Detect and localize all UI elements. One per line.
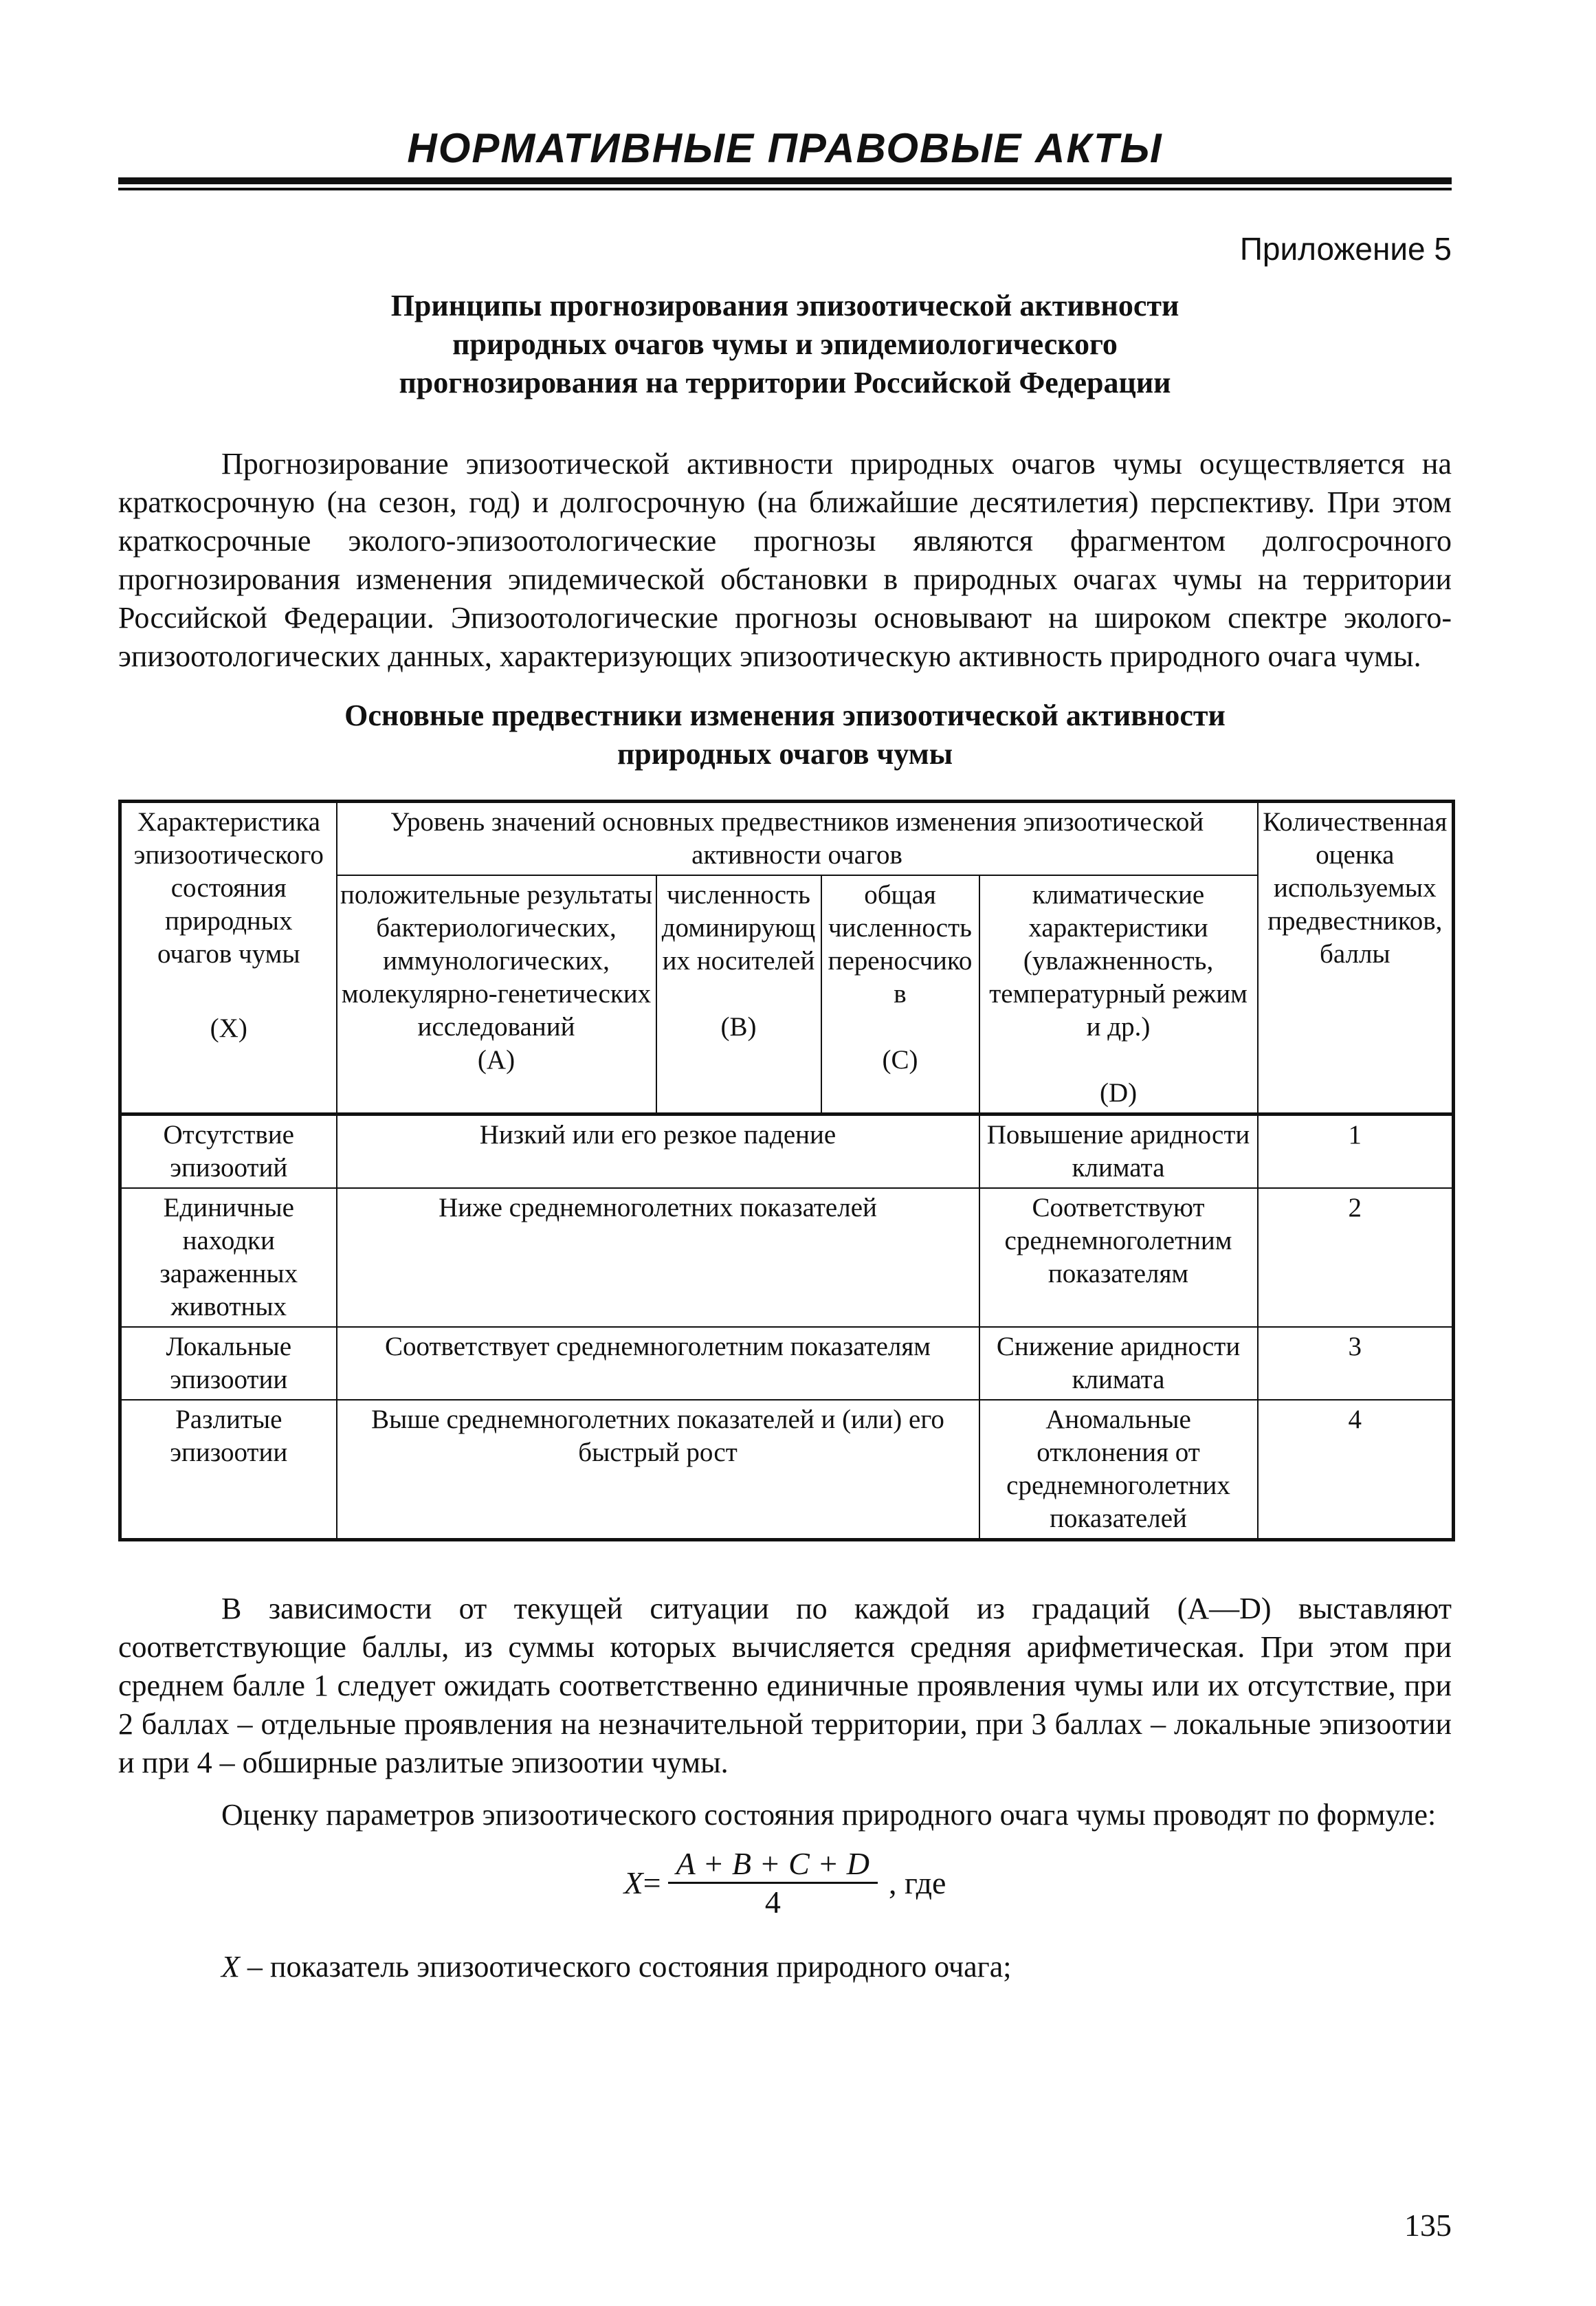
header-state-label: Характеристика эпизоотического состояния природных очагов чумы bbox=[133, 807, 324, 969]
formula-numerator: A + B + C + D bbox=[676, 1846, 870, 1881]
table-row bbox=[120, 1114, 1454, 1189]
row-score-cell: 4 bbox=[1258, 1400, 1454, 1540]
subheader-a-label: положительные результаты бактериологических, иммунологических, молекулярно-генетических исследований bbox=[340, 880, 652, 1042]
running-head: НОРМАТИВНЫЕ ПРАВОВЫЕ АКТЫ bbox=[407, 125, 1163, 171]
page-number: 135 bbox=[1404, 2208, 1452, 2243]
forecast-table bbox=[118, 800, 1455, 1541]
row-state-cell: Единичные находки зараженных животных bbox=[120, 1188, 337, 1327]
definition-text: – показатель эпизоотического состояния природного очага; bbox=[239, 1950, 1012, 1984]
row-abc-cell: Выше среднемноголетних показателей и (или) его быстрый рост bbox=[337, 1400, 979, 1540]
scoring-paragraph: В зависимости от текущей ситуации по каждой из градаций (A—D) выставляют соответствующие баллы, из суммы которых вычисляется средняя арифметическая. При этом при среднем балле 1 следует ожидать соответственно единичные проявления чумы или их отсутствие, при 2 баллах – отдельные проявления на незначительной территории, при 3 баллах – локальные эпизоотии и при 4 – обширные разлитые эпизоотии чумы. bbox=[118, 1592, 1452, 1779]
document-title-line: прогнозирования на территории Российской Федерации bbox=[399, 366, 1171, 399]
table-row bbox=[120, 1188, 1454, 1327]
document-page bbox=[118, 103, 1452, 1986]
formula-suffix: , где bbox=[889, 1865, 946, 1900]
formula-equals: = bbox=[643, 1865, 661, 1900]
row-state-cell: Локальные эпизоотии bbox=[120, 1327, 337, 1400]
subheader-b-letter: (B) bbox=[720, 1012, 757, 1042]
formula bbox=[118, 1845, 1452, 1920]
row-score-cell: 3 bbox=[1258, 1327, 1454, 1400]
table-row bbox=[120, 1327, 1454, 1400]
row-d-cell: Аномальные отклонения от среднемноголетних показателей bbox=[979, 1400, 1258, 1540]
definition-variable: X bbox=[221, 1950, 240, 1984]
header-score-cell: Количественная оценка используемых предвестников, баллы bbox=[1258, 802, 1454, 1114]
row-abc-cell: Низкий или его резкое падение bbox=[337, 1114, 979, 1189]
row-d-cell: Снижение аридности климата bbox=[979, 1327, 1258, 1400]
subheader-a-cell bbox=[337, 875, 656, 1114]
document-title-line: природных очагов чумы и эпидемиологического bbox=[452, 327, 1118, 361]
subheader-b-cell bbox=[656, 875, 821, 1114]
subheader-d-cell bbox=[979, 875, 1258, 1114]
row-score-cell: 2 bbox=[1258, 1188, 1454, 1327]
row-abc-cell: Ниже среднемноголетних показателей bbox=[337, 1188, 979, 1327]
row-state-cell: Отсутствие эпизоотий bbox=[120, 1114, 337, 1189]
subheader-c-letter: (C) bbox=[882, 1045, 918, 1075]
formula-denominator: 4 bbox=[764, 1885, 781, 1920]
subheader-d-letter: (D) bbox=[1099, 1078, 1138, 1108]
table-row bbox=[120, 1400, 1454, 1540]
intro-paragraph: Прогнозирование эпизоотической активности природных очагов чумы осуществляется на краткосрочную (на сезон, год) и долгосрочную (на ближайшие десятилетия) перспективу. При этом краткосрочные эколого-эпизоотологические прогнозы являются фрагментом долгосрочного прогнозирования изменения эпидемической обстановки в природных очагах чумы на территории Российской Федерации. Эпизоотологические прогнозы основывают на широком спектре эколого-эпизоотологических данных, характеризующих эпизоотическую активность природного очага чумы. bbox=[118, 447, 1452, 673]
row-d-cell: Соответствуют среднемноголетним показателям bbox=[979, 1188, 1258, 1327]
subheader-c-cell bbox=[821, 875, 979, 1114]
row-state-cell: Разлитые эпизоотии bbox=[120, 1400, 337, 1540]
appendix-label: Приложение 5 bbox=[1239, 231, 1452, 267]
table-header-row bbox=[120, 802, 1454, 876]
formula-lhs: X bbox=[623, 1865, 643, 1900]
document-title-line: Принципы прогнозирования эпизоотической активности bbox=[390, 289, 1179, 322]
row-abc-cell: Соответствует среднемноголетним показателям bbox=[337, 1327, 979, 1400]
row-score-cell: 1 bbox=[1258, 1114, 1454, 1189]
formula-intro-paragraph: Оценку параметров эпизоотического состояния природного очага чумы проводят по формуле: bbox=[221, 1798, 1437, 1832]
header-state-letter: (X) bbox=[210, 1013, 247, 1043]
subheader-d-label: климатические характеристики (увлажненность, температурный режим и др.) bbox=[989, 880, 1248, 1042]
document-title bbox=[118, 287, 1452, 402]
table-title bbox=[118, 696, 1452, 773]
subheader-b-label: численность доминирующих носителей bbox=[661, 880, 816, 976]
running-head-rule bbox=[118, 177, 1452, 190]
subheader-c-label: общая численность переносчиков bbox=[828, 880, 973, 1009]
header-state-cell bbox=[120, 802, 337, 1114]
header-group-cell: Уровень значений основных предвестников изменения эпизоотической активности очагов bbox=[337, 802, 1258, 876]
table-title-line: природных очагов чумы bbox=[617, 737, 953, 771]
row-d-cell: Повышение аридности климата bbox=[979, 1114, 1258, 1189]
formula-fraction bbox=[668, 1845, 878, 1920]
table-title-line: Основные предвестники изменения эпизоотической активности bbox=[344, 699, 1226, 732]
variable-definition bbox=[118, 1948, 1452, 1986]
subheader-a-letter: (A) bbox=[477, 1045, 516, 1075]
